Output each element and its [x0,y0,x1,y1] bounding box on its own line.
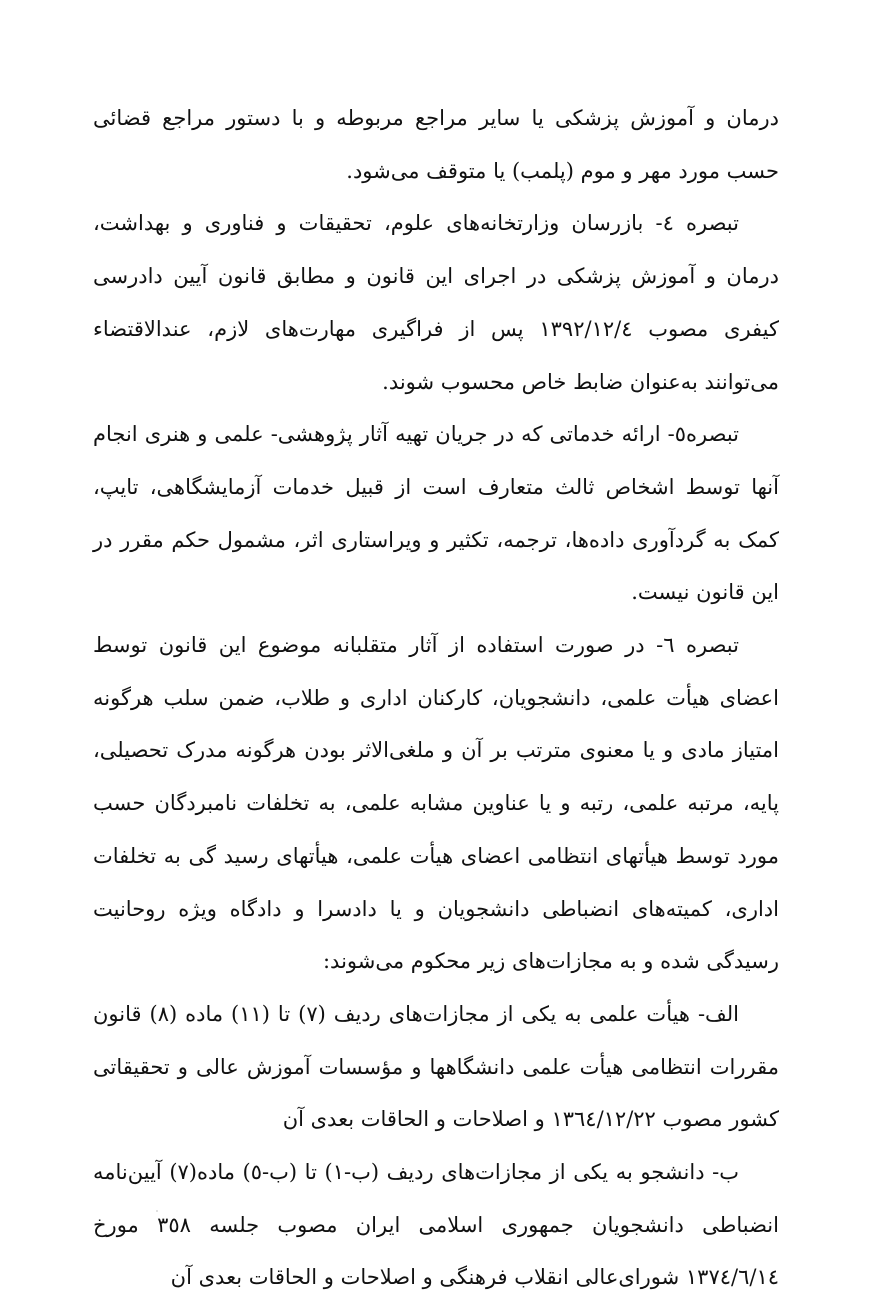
paragraph-note-6: تبصره ٦- در صورت استفاده از آثار متقلبانه موضوع این قانون توسط اعضای هیأت علمی، دانشجویان، کارکنان اداری و طلاب، ضمن سلب هرگونه امتیاز مادی و یا معنوی مترتب بر آن و ملغی‌الاثر بودن هرگونه مدرک تحصیلی، پایه، مرتبه علمی، رتبه و یا عناوین مشابه علمی، به تخلفات نامبردگان حسب مورد توسط هیأتهای انتظامی اعضای هیأت علمی، هیأتهای رسید گی به تخلفات اداری، کمیته‌های انضباطی دانشجویان و یا دادسرا و دادگاه ویژه روحانیت رسیدگی شده و به مجازات‌های زیر محکوم می‌شوند: [93,633,779,974]
paragraph-item-alef: الف- هیأت علمی به یکی از مجازات‌های ردیف (٧) تا (١١) ماده (٨) قانون مقررات انتظامی هیأت علمی دانشگاهها و مؤسسات آموزش عالی و تحقیقاتی کشور مصوب ١٣٦٤/١٢/٢٢ و اصلاحات و الحاقات بعدی آن [93,1001,779,1132]
paragraph-note-4: تبصره ٤- بازرسان وزارتخانه‌های علوم، تحقیقات و فناوری و بهداشت، درمان و آموزش پزشکی در اجرای این قانون و مطابق قانون آیین دادرسی کیفری مصوب ١٣٩٢/١٢/٤ پس از فراگیری مهارت‌های لازم، عندالاقتضاء می‌توانند به‌عنوان ضابط خاص محسوب شوند. [93,211,779,394]
document-body [93,92,779,1304]
scan-speck [156,1210,158,1212]
paragraph-continuation: درمان و آموزش پزشکی یا سایر مراجع مربوطه و با دستور مراجع قضائی حسب مورد مهر و موم (پلمب) یا متوقف می‌شود. [93,106,779,183]
paragraph-note-5: تبصره٥- ارائه خدماتی که در جریان تهیه آثار پژوهشی- علمی و هنری انجام آنها توسط اشخاص ثالث متعارف است از قبیل خدمات آزمایشگاهی، تایپ، کمک به گردآوری داده‌ها، ترجمه، تکثیر و ویراستاری اثر، مشمول حکم مقرر در این قانون نیست. [93,422,779,605]
paragraph-item-be: ب- دانشجو به یکی از مجازات‌های ردیف (ب-١) تا (ب-٥) ماده(٧) آیین‌نامه انضباطی دانشجویان جمهوری اسلامی ایران مصوب جلسه ٣٥٨ مورخ ١٣٧٤/٦/١٤ شورای‌عالی انقلاب فرهنگی و اصلاحات و الحاقات بعدی آن [93,1160,779,1290]
